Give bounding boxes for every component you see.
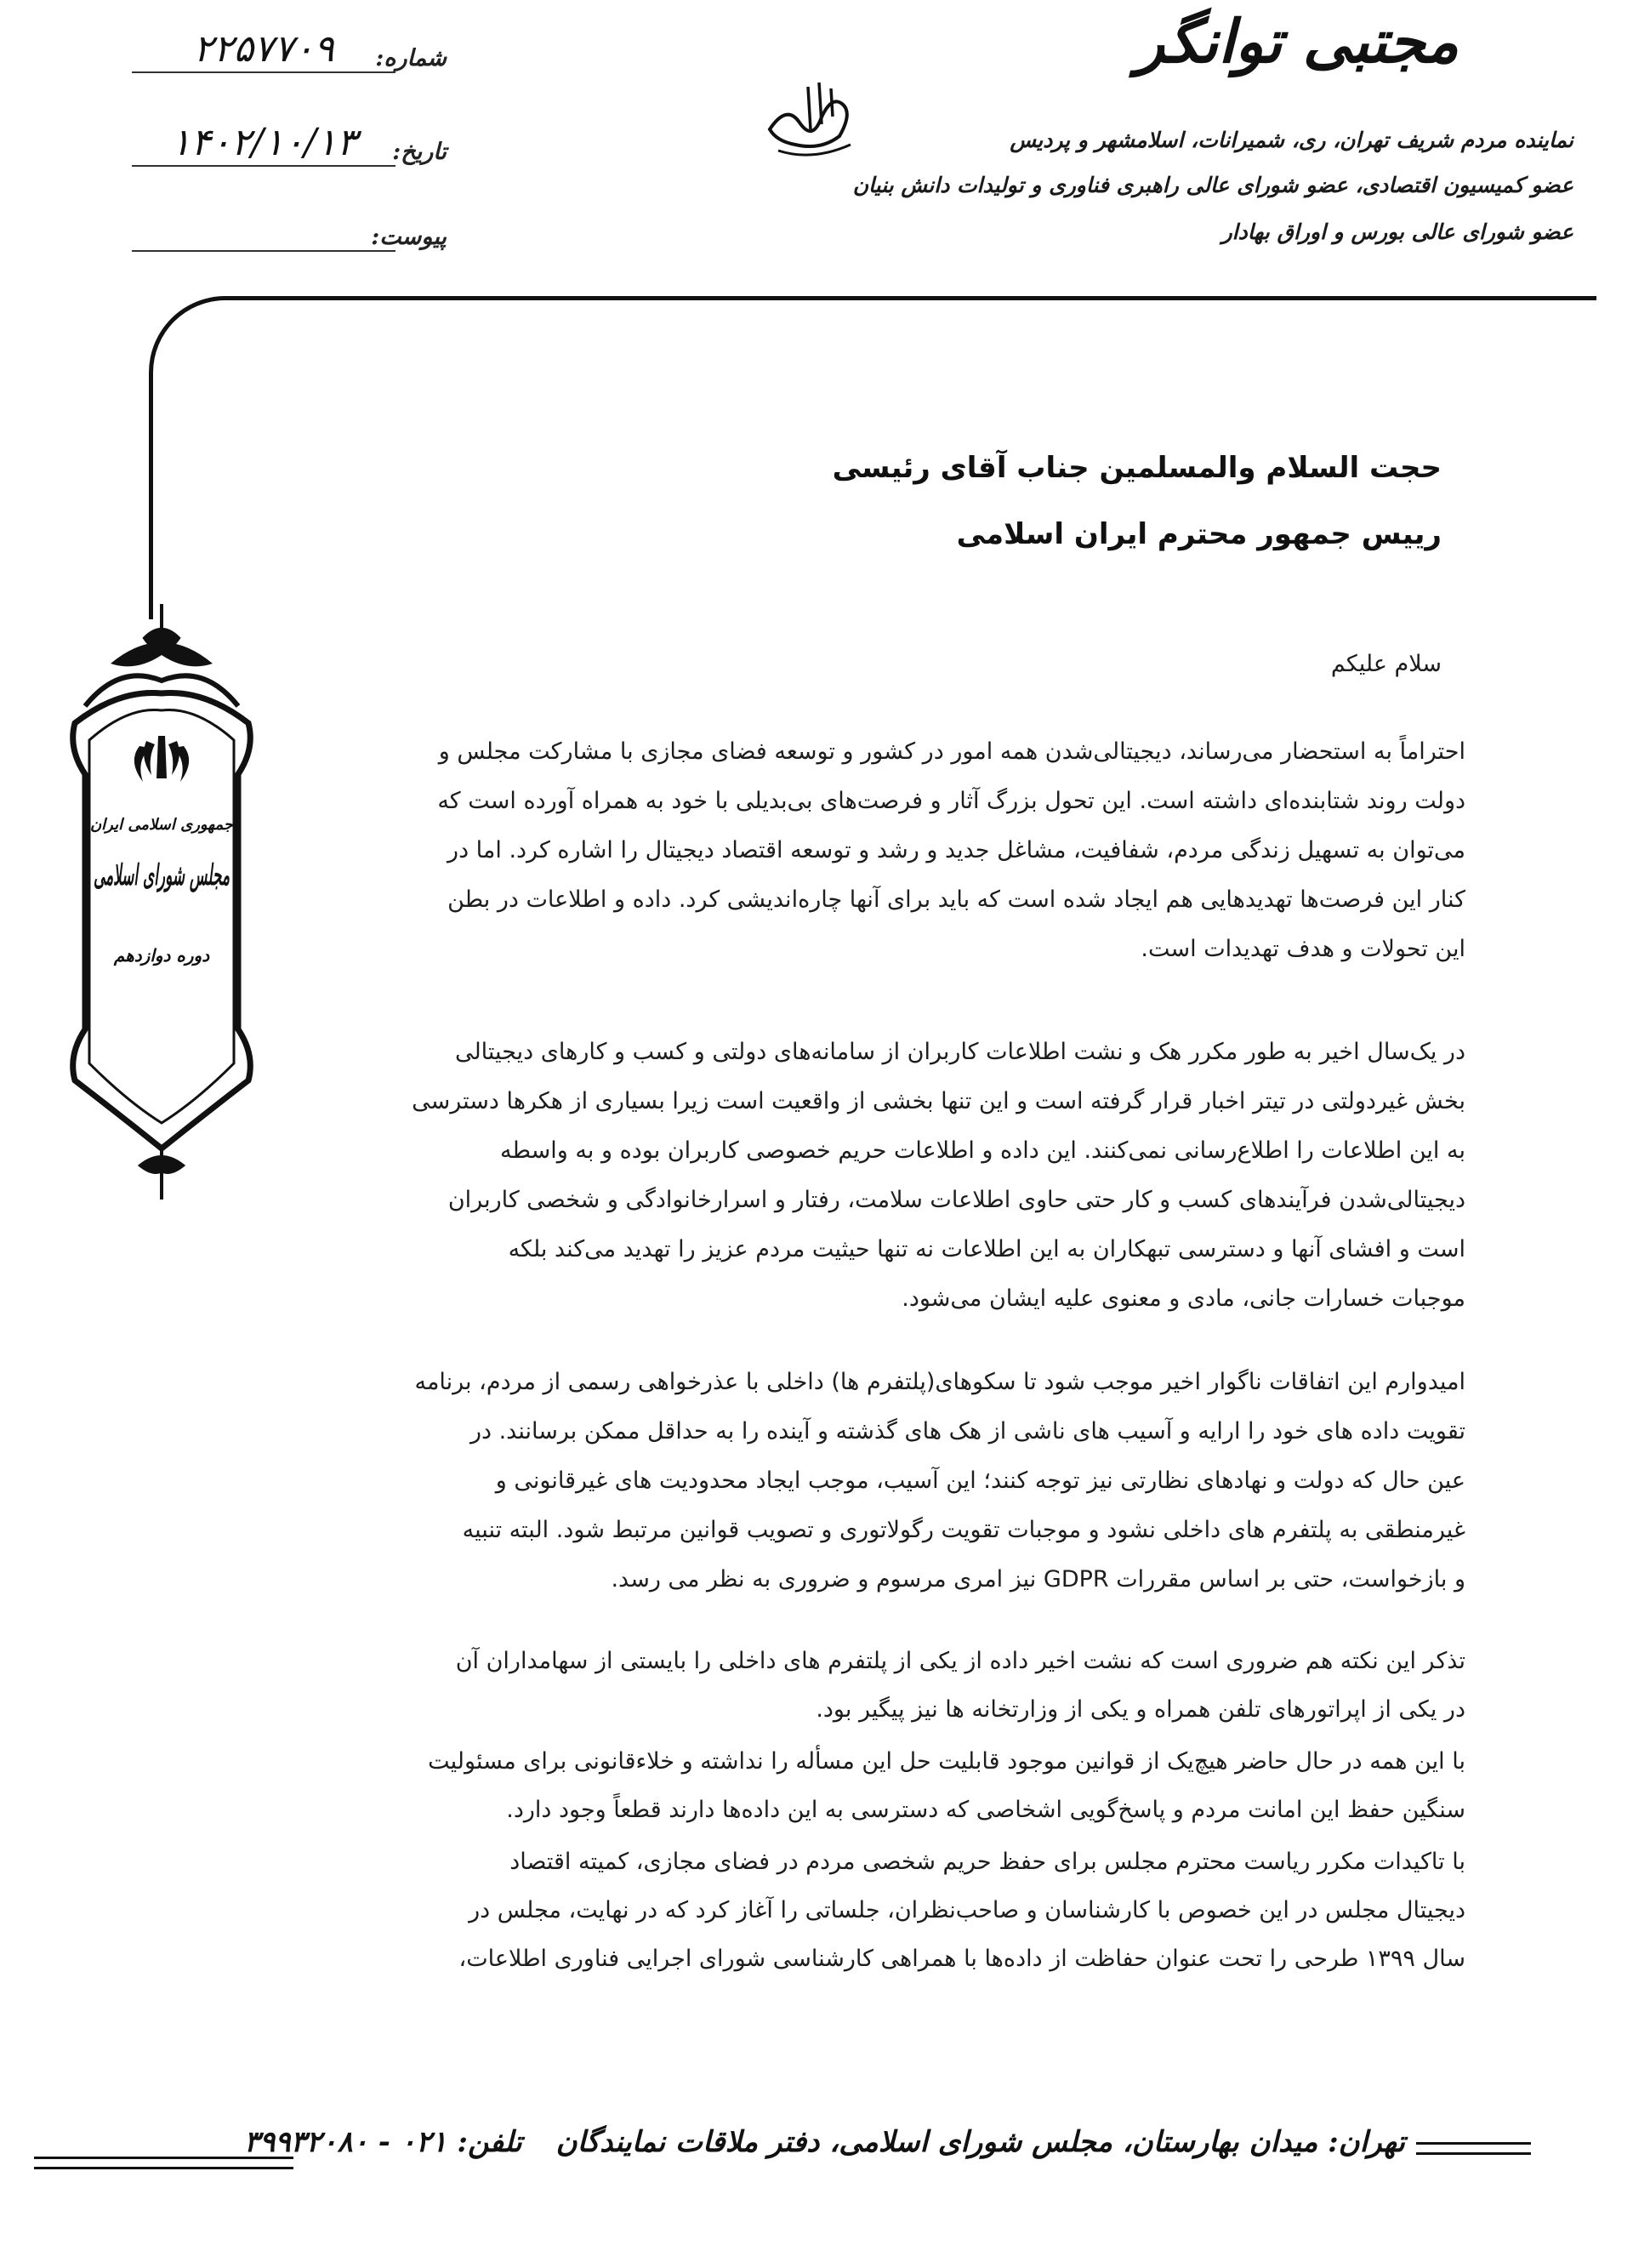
emblem-line-2: مجلس شورای اسلامی — [94, 858, 230, 892]
footer-rule — [1416, 2142, 1531, 2145]
footer-rule — [34, 2167, 293, 2169]
paragraph-4 — [249, 1637, 1465, 1734]
paragraph-line: است و افشای آنها و دسترسی تبهکاران به این اطلاعات نه تنها حیثیت مردم عزیز را تهدید می‌کند بلکه — [508, 1236, 1465, 1262]
representative-name: مجتبی توانگر — [1135, 6, 1459, 77]
recipient-line-1: حجت السلام والمسلمین جناب آقای رئیسی — [832, 451, 1442, 485]
letter-attachment-value — [132, 245, 395, 252]
paragraph-line: تذکر این نکته هم ضروری است که نشت اخیر داده از یکی از پلتفرم های داخلی را بایستی از سهامداران آن — [455, 1648, 1465, 1674]
footer-address: تهران: میدان بهارستان، مجلس شورای اسلامی، دفتر ملاقات نمایندگان — [555, 2125, 1405, 2159]
paragraph-line: غیرمنطقی به پلتفرم های داخلی نشود و موجبات تقویت رگولاتوری و تصویب قوانین مرتبط شود. البته تنبیه — [462, 1517, 1465, 1543]
paragraph-line: بخش غیردولتی در تیتر اخبار قرار گرفته است و این تنها بخشی از واقعیت است زیرا بسیاری از هکرها دسترسی — [412, 1088, 1465, 1114]
paragraph-line: می‌توان به تسهیل زندگی مردم، شفافیت، مشاغل جدید و رشد و توسعه اقتصاد دیجیتال را اشاره کرد. اما در — [447, 837, 1465, 863]
greeting: سلام علیکم — [1330, 651, 1442, 677]
footer-rule — [1416, 2152, 1531, 2155]
letter-number-label: شماره: — [375, 45, 447, 71]
parliament-emblem — [60, 604, 264, 1200]
paragraph-line: موجبات خسارات جانی، مادی و معنوی علیه ایشان می‌شود. — [902, 1285, 1465, 1312]
paragraph-line: دیجیتالی‌شدن فرآیندهای کسب و کار حتی حاوی اطلاعات سلامت، رفتار و اسرارخانوادگی و شخصی کاربران — [447, 1187, 1465, 1213]
basmala-calligraphy — [761, 70, 863, 163]
paragraph-line: در یک‌سال اخیر به طور مکرر هک و نشت اطلاعات کاربران از سامانه‌های دولتی و کسب و کارهای دیجیتالی — [454, 1039, 1465, 1065]
footer-phone-label: تلفن: — [457, 2125, 522, 2159]
representative-title-2: عضو کمیسیون اقتصادی، عضو شورای عالی راهبری فناوری و تولیدات دانش بنیان — [852, 173, 1573, 197]
letter-date-label: تاریخ: — [392, 139, 447, 165]
emblem-line-3: دوره دوازدهم — [113, 945, 210, 966]
paragraph-line: دیجیتال مجلس در این خصوص با کارشناسان و صاحب‌نظران، جلساتی را آغاز کرد که در نهایت، مجلس در — [469, 1897, 1465, 1923]
representative-title-1: نماینده مردم شریف تهران، ری، شمیرانات، اسلامشهر و پردیس — [1010, 128, 1573, 152]
letter-number-value: ۲۲۵۷۷۰۹ — [132, 31, 395, 73]
paragraph-line: این تحولات و هدف تهدیدات است. — [1141, 936, 1465, 962]
paragraph-5 — [249, 1737, 1465, 1834]
footer-phone: ۰۲۱ - ۳۹۹۳۲۰۸۰ — [243, 2125, 447, 2159]
paragraph-line: و بازخواست، حتی بر اساس مقررات GDPR نیز امری مرسوم و ضروری به نظر می رسد. — [611, 1566, 1465, 1593]
paragraph-6 — [249, 1838, 1465, 1983]
representative-title-3: عضو شورای عالی بورس و اوراق بهادار — [1221, 219, 1573, 244]
recipient-line-2: رییس جمهور محترم ایران اسلامی — [956, 517, 1442, 551]
paragraph-3 — [249, 1358, 1465, 1604]
paragraph-line: عین حال که دولت و نهادهای نظارتی نیز توجه کنند؛ این آسیب، موجب ایجاد محدودیت های غیرقانونی و — [495, 1467, 1465, 1494]
letter-attachment-label: پیوست: — [371, 224, 447, 250]
paragraph-line: دولت روند شتابنده‌ای داشته است. این تحول بزرگ آثار و فرصت‌های بی‌بدیلی با خود به همراه آورده است که — [437, 788, 1465, 814]
paragraph-line: احتراماً به استحضار می‌رساند، دیجیتالی‌شدن همه امور در کشور و توسعه فضای مجازی با مشارکت مجلس و — [438, 738, 1465, 765]
paragraph-line: به این اطلاعات را اطلاع‌رسانی نمی‌کنند. این داده و اطلاعات حریم خصوصی کاربران بوده و به واسطه — [500, 1137, 1465, 1164]
emblem-line-1: جمهوری اسلامی ایران — [89, 816, 234, 834]
paragraph-line: با تاکیدات مکرر ریاست محترم مجلس برای حفظ حریم شخصی مردم در فضای مجازی، کمیته اقتصاد — [509, 1849, 1465, 1875]
paragraph-1 — [249, 727, 1465, 974]
paragraph-line: با این همه در حال حاضر هیچ‌یک از قوانین موجود قابلیت حل این مسأله را نداشته و خلاءقانونی برای مسئولیت — [428, 1748, 1465, 1775]
letter-attachment-row — [132, 204, 447, 255]
letter-date-value: ۱۴۰۲/۱۰/۱۳ — [132, 124, 395, 167]
footer-contact — [243, 2125, 1405, 2159]
paragraph-line: در یکی از اپراتورهای تلفن همراه و یکی از وزارتخانه ها نیز پیگیر بود. — [816, 1696, 1465, 1723]
paragraph-2 — [249, 1028, 1465, 1324]
letter-number-row — [132, 26, 447, 77]
paragraph-line: سنگین حفظ این امانت مردم و پاسخ‌گویی اشخاصی که دسترسی به این داده‌ها دارند قطعاً وجود دارد. — [506, 1797, 1465, 1823]
letter-date-row — [132, 119, 447, 170]
paragraph-line: سال ۱۳۹۹ طرحی را تحت عنوان حفاظت از داده‌ها با همراهی کارشناسی شورای اجرایی فناوری اطلاعات، — [458, 1946, 1465, 1972]
paragraph-line: تقویت داده های خود را ارایه و آسیب های ناشی از هک های گذشته و آینده را به حداقل ممکن برسانند. در — [469, 1418, 1465, 1445]
paragraph-line: امیدوارم این اتفاقات ناگوار اخیر موجب شود تا سکوهای(پلتفرم ها) داخلی با عذرخواهی رسمی از مردم، برنامه — [414, 1369, 1465, 1395]
paragraph-line: کنار این فرصت‌ها تهدیدهایی هم ایجاد شده است که باید برای آنها چاره‌اندیشی کرد. داده و اطلاعات در بطن — [447, 886, 1465, 913]
